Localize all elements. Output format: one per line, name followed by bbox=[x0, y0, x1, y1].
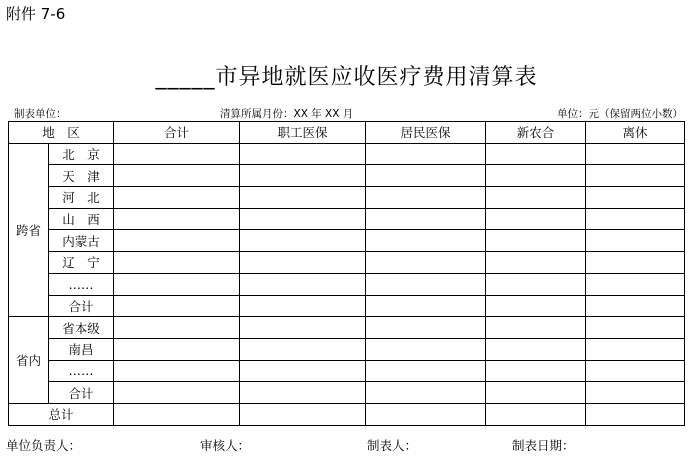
region-cell: 内蒙古 bbox=[49, 230, 114, 252]
table-row bbox=[9, 360, 685, 382]
resident-cell[interactable] bbox=[366, 208, 486, 230]
region-cell: …… bbox=[49, 273, 114, 295]
header-region: 地 区 bbox=[9, 122, 114, 144]
region-cell: 北 京 bbox=[49, 143, 114, 165]
retired-cell[interactable] bbox=[586, 382, 685, 404]
employee-cell[interactable] bbox=[240, 338, 366, 360]
header-rural-cooperative: 新农合 bbox=[486, 122, 586, 144]
total-cell[interactable] bbox=[114, 187, 240, 209]
retired-cell[interactable] bbox=[586, 230, 685, 252]
rural-cell[interactable] bbox=[486, 187, 586, 209]
table-row bbox=[9, 338, 685, 360]
preparer-signature-label: 制表人： bbox=[367, 438, 418, 453]
retired-cell[interactable] bbox=[586, 165, 685, 187]
employee-cell[interactable] bbox=[240, 143, 366, 165]
region-cell: 合计 bbox=[49, 295, 114, 317]
table-row bbox=[9, 208, 685, 230]
total-cell[interactable] bbox=[114, 338, 240, 360]
employee-cell[interactable] bbox=[240, 317, 366, 339]
employee-cell[interactable] bbox=[240, 360, 366, 382]
region-cell: 辽 宁 bbox=[49, 252, 114, 274]
resident-cell[interactable] bbox=[366, 252, 486, 274]
group-in-province: 省内 bbox=[9, 317, 49, 404]
table-row bbox=[9, 187, 685, 209]
retired-cell[interactable] bbox=[586, 208, 685, 230]
attachment-number: 附件 7-6 bbox=[6, 5, 66, 23]
region-cell: 河 北 bbox=[49, 187, 114, 209]
total-cell[interactable] bbox=[114, 403, 240, 425]
region-cell: …… bbox=[49, 360, 114, 382]
rural-cell[interactable] bbox=[486, 317, 586, 339]
retired-cell[interactable] bbox=[586, 338, 685, 360]
rural-cell[interactable] bbox=[486, 165, 586, 187]
total-cell[interactable] bbox=[114, 143, 240, 165]
total-cell[interactable] bbox=[114, 165, 240, 187]
total-cell[interactable] bbox=[114, 208, 240, 230]
prepared-unit-label: 制表单位： bbox=[14, 108, 67, 120]
retired-cell[interactable] bbox=[586, 360, 685, 382]
total-cell[interactable] bbox=[114, 382, 240, 404]
resident-cell[interactable] bbox=[366, 295, 486, 317]
retired-cell[interactable] bbox=[586, 252, 685, 274]
retired-cell[interactable] bbox=[586, 317, 685, 339]
region-cell: 山 西 bbox=[49, 208, 114, 230]
retired-cell[interactable] bbox=[586, 403, 685, 425]
retired-cell[interactable] bbox=[586, 187, 685, 209]
resident-cell[interactable] bbox=[366, 338, 486, 360]
rural-cell[interactable] bbox=[486, 295, 586, 317]
header-retired: 离休 bbox=[586, 122, 685, 144]
resident-cell[interactable] bbox=[366, 382, 486, 404]
total-cell[interactable] bbox=[114, 252, 240, 274]
group-cross-province: 跨省 bbox=[9, 143, 49, 317]
unit-head-signature-label: 单位负责人： bbox=[6, 438, 82, 453]
employee-cell[interactable] bbox=[240, 187, 366, 209]
total-cell[interactable] bbox=[114, 273, 240, 295]
rural-cell[interactable] bbox=[486, 252, 586, 274]
total-cell[interactable] bbox=[114, 295, 240, 317]
employee-cell[interactable] bbox=[240, 165, 366, 187]
employee-cell[interactable] bbox=[240, 403, 366, 425]
settlement-table bbox=[8, 121, 685, 426]
header-employee-insurance: 职工医保 bbox=[240, 122, 366, 144]
rural-cell[interactable] bbox=[486, 382, 586, 404]
rural-cell[interactable] bbox=[486, 338, 586, 360]
region-cell: 天 津 bbox=[49, 165, 114, 187]
resident-cell[interactable] bbox=[366, 187, 486, 209]
table-row bbox=[9, 230, 685, 252]
total-cell[interactable] bbox=[114, 360, 240, 382]
resident-cell[interactable] bbox=[366, 317, 486, 339]
table-row bbox=[9, 252, 685, 274]
form-title: _____市异地就医应收医疗费用清算表 bbox=[155, 65, 538, 90]
employee-cell[interactable] bbox=[240, 230, 366, 252]
resident-cell[interactable] bbox=[366, 143, 486, 165]
region-cell: 南昌 bbox=[49, 338, 114, 360]
header-total: 合计 bbox=[114, 122, 240, 144]
resident-cell[interactable] bbox=[366, 165, 486, 187]
table-row bbox=[9, 273, 685, 295]
employee-cell[interactable] bbox=[240, 382, 366, 404]
retired-cell[interactable] bbox=[586, 273, 685, 295]
rural-cell[interactable] bbox=[486, 360, 586, 382]
region-cell: 省本级 bbox=[49, 317, 114, 339]
reviewer-signature-label: 审核人： bbox=[200, 438, 251, 453]
retired-cell[interactable] bbox=[586, 295, 685, 317]
rural-cell[interactable] bbox=[486, 208, 586, 230]
total-cell[interactable] bbox=[114, 317, 240, 339]
rural-cell[interactable] bbox=[486, 143, 586, 165]
settlement-period-label: 清算所属月份：XX 年 XX 月 bbox=[220, 108, 354, 120]
grand-total-label: 总计 bbox=[9, 403, 114, 425]
rural-cell[interactable] bbox=[486, 273, 586, 295]
resident-cell[interactable] bbox=[366, 403, 486, 425]
prepared-date-label: 制表日期： bbox=[512, 438, 575, 453]
employee-cell[interactable] bbox=[240, 295, 366, 317]
retired-cell[interactable] bbox=[586, 143, 685, 165]
rural-cell[interactable] bbox=[486, 403, 586, 425]
table-header-row bbox=[9, 122, 685, 144]
employee-cell[interactable] bbox=[240, 273, 366, 295]
resident-cell[interactable] bbox=[366, 273, 486, 295]
table-row bbox=[9, 165, 685, 187]
table-row bbox=[9, 317, 685, 339]
table-row bbox=[9, 382, 685, 404]
table-row bbox=[9, 143, 685, 165]
grand-total-row bbox=[9, 403, 685, 425]
header-resident-insurance: 居民医保 bbox=[366, 122, 486, 144]
total-cell[interactable] bbox=[114, 230, 240, 252]
table-row bbox=[9, 295, 685, 317]
currency-unit-label: 单位：元（保留两位小数） bbox=[557, 108, 683, 120]
rural-cell[interactable] bbox=[486, 230, 586, 252]
employee-cell[interactable] bbox=[240, 208, 366, 230]
employee-cell[interactable] bbox=[240, 252, 366, 274]
resident-cell[interactable] bbox=[366, 360, 486, 382]
region-cell: 合计 bbox=[49, 382, 114, 404]
resident-cell[interactable] bbox=[366, 230, 486, 252]
